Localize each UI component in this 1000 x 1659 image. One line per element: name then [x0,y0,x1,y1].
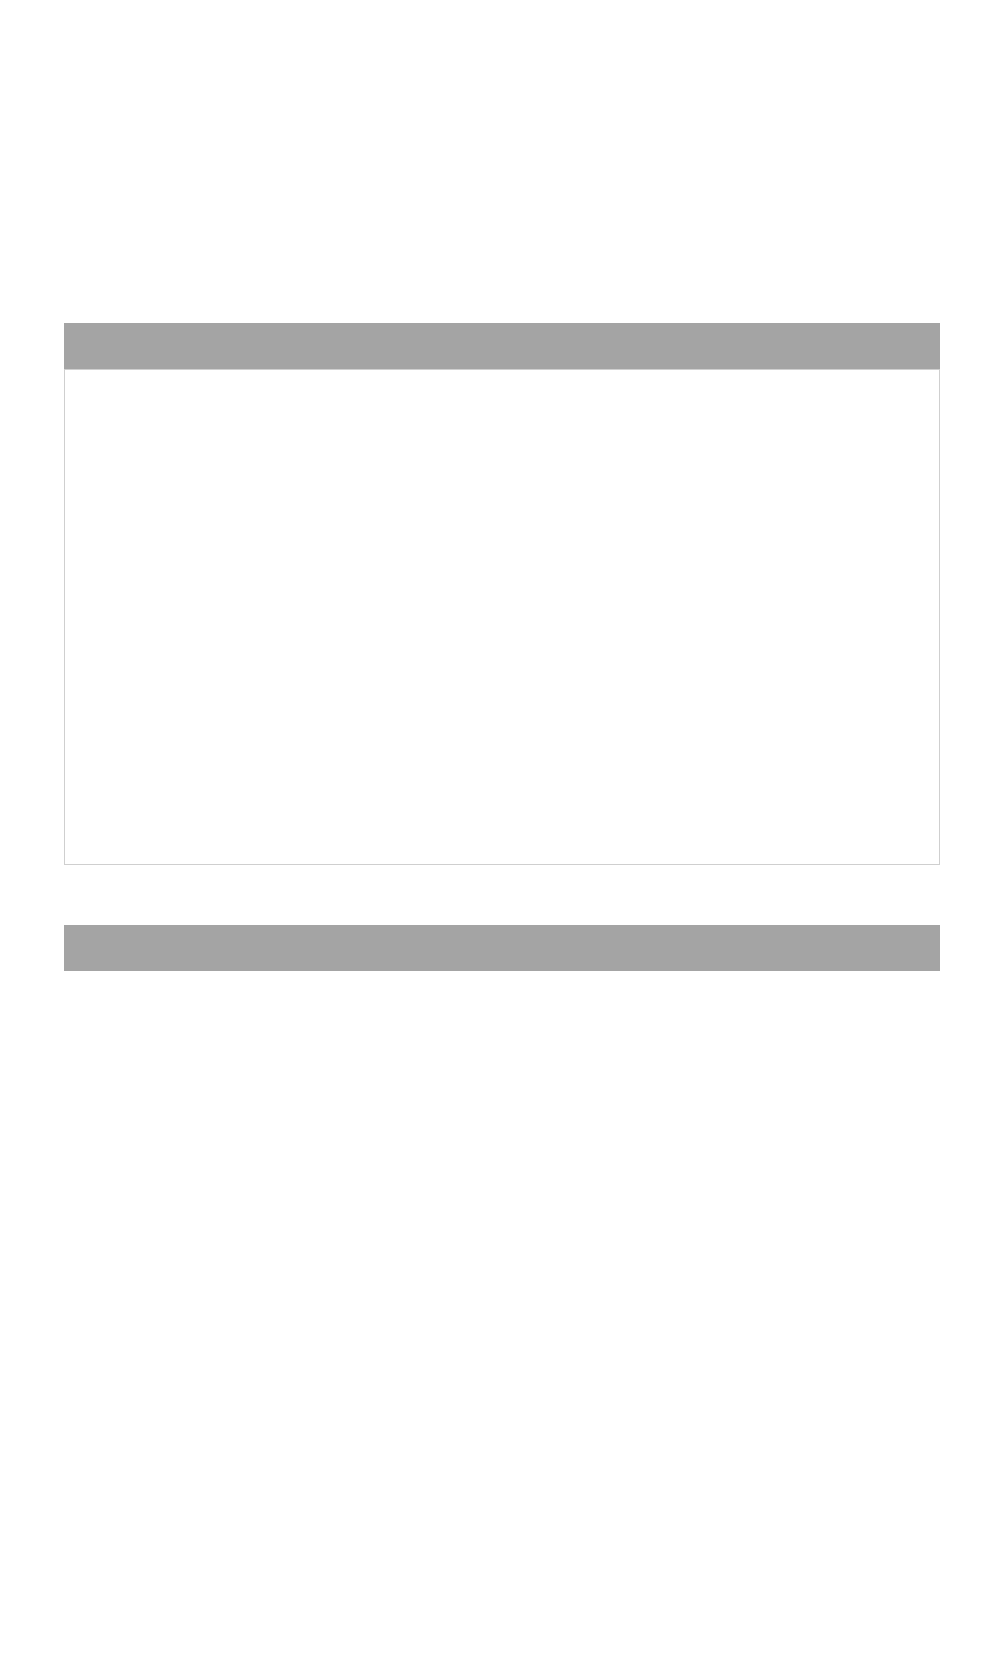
after-renewal-banner [64,925,940,971]
before-renewal-banner [64,323,940,369]
before-section-frame [64,369,940,865]
